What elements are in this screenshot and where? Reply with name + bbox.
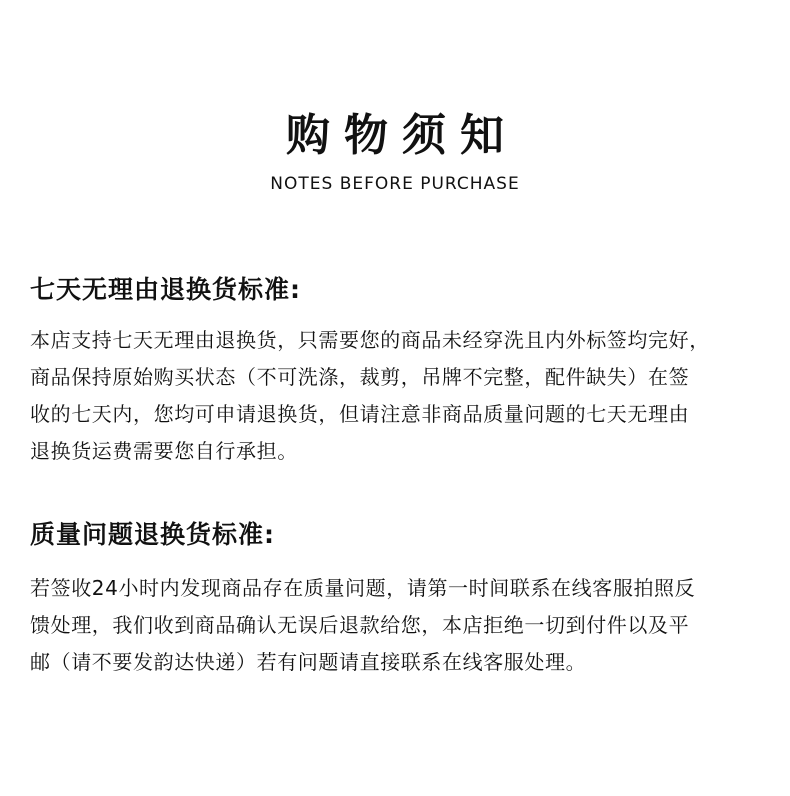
- body-line: 收的七天内，您均可申请退换货，但请注意非商品质量问题的七天无理由: [30, 402, 690, 426]
- section-body-quality-returns: [30, 570, 765, 681]
- body-line: 本店支持七天无理由退换货，只需要您的商品未经穿洗且内外标签均完好，: [30, 328, 710, 352]
- page-subtitle: NOTES BEFORE PURCHASE: [270, 174, 520, 194]
- body-line: 馈处理，我们收到商品确认无误后退款给您，本店拒绝一切到付件以及平: [30, 613, 690, 637]
- section-body-seven-day-returns: [30, 322, 765, 470]
- body-line: 商品保持原始购买状态（不可洗涤，裁剪，吊牌不完整，配件缺失）在签: [30, 365, 690, 389]
- section-heading-quality-returns: 质量问题退换货标准:: [30, 520, 275, 549]
- page-title: 购物须知: [286, 110, 518, 161]
- body-line: 若签收24小时内发现商品存在质量问题，请第一时间联系在线客服拍照反: [30, 576, 696, 600]
- body-line: 邮（请不要发韵达快递）若有问题请直接联系在线客服处理。: [30, 650, 587, 674]
- section-heading-seven-day-returns: 七天无理由退换货标准:: [30, 275, 301, 304]
- body-line: 退换货运费需要您自行承担。: [30, 439, 298, 463]
